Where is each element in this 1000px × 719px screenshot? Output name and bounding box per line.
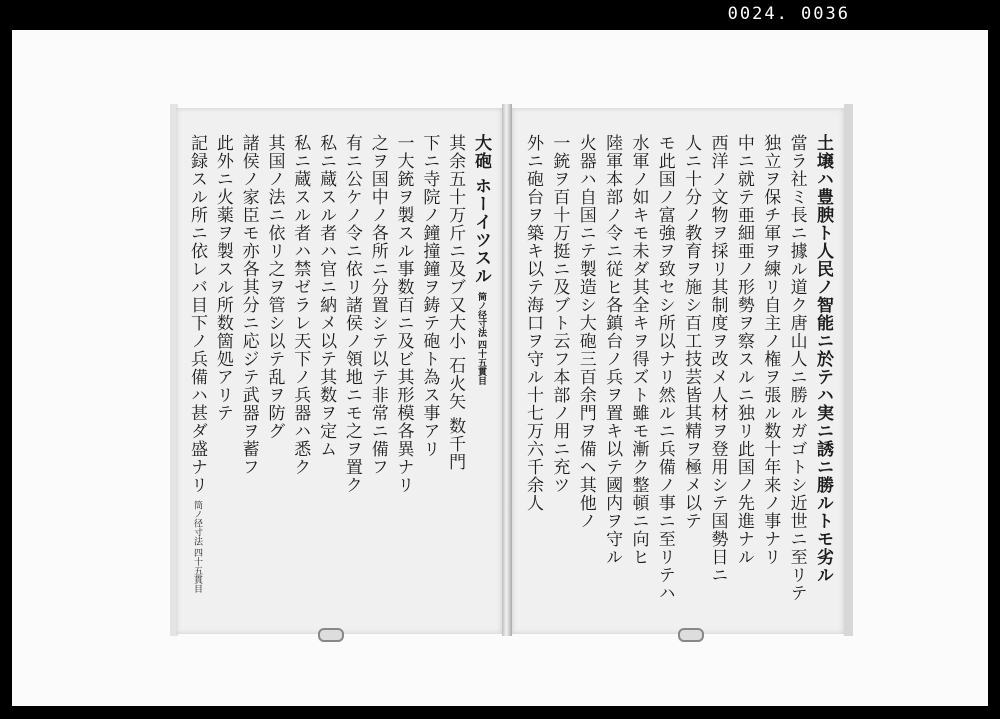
right-page <box>512 108 844 634</box>
manuscript-column: 火器ハ自国ニテ製造シ大砲三百余門ヲ備ヘ其他ノ <box>575 134 596 530</box>
manuscript-column: 人ニ十分ノ教育ヲ施シ百工技芸皆其精ヲ極メ以テ <box>681 134 702 530</box>
manuscript-column: 私ニ蔵スル者ハ禁ゼラレ天下ノ兵器ハ悉ク <box>290 134 311 476</box>
annotation: 筒ノ径寸法 四十五貫目 <box>192 500 202 594</box>
frame-number: 0024. 0036 <box>727 4 850 24</box>
manuscript-column: 独立ヲ保チ軍ヲ練リ自主ノ権ヲ張ル数十年来ノ事ナリ <box>760 134 781 566</box>
manuscript-column: 其国ノ法ニ依リ之ヲ管シ以テ乱ヲ防グ <box>264 134 285 440</box>
manuscript-column: 下ニ寺院ノ鐘撞鐘ヲ鋳テ砲ト為ス事アリ <box>419 134 440 458</box>
manuscript-column: 記録スル所ニ依レバ目下ノ兵備ハ甚ダ盛ナリ 筒ノ径寸法 四十五貫目 <box>187 134 207 594</box>
left-page-columns <box>186 134 492 620</box>
manuscript-column: 外ニ砲台ヲ築キ以テ海口ヲ守ル十七万六千余人 <box>523 134 543 512</box>
manuscript-column: 一大銃ヲ製スル事数百ニ及ビ其形模各異ナリ <box>393 134 414 494</box>
manuscript-column: 有ニ公ケノ令ニ依リ諸侯ノ領地ニモ之ヲ置ク <box>341 134 362 494</box>
binding-clip <box>678 628 704 642</box>
left-page <box>176 108 502 634</box>
manuscript-column: 之ヲ国中ノ各所ニ分置シテ以テ非常ニ備フ <box>367 134 388 476</box>
manuscript-column: 水軍ノ如キモ未ダ其全キヲ得ズト雖モ漸ク整頓ニ向ヒ <box>628 134 649 566</box>
open-book <box>170 100 853 640</box>
binding-clip <box>318 628 344 642</box>
manuscript-column: 此外ニ火薬ヲ製スル所数箇処アリテ <box>212 134 233 422</box>
right-page-columns <box>522 134 834 620</box>
manuscript-column: 陸軍本部ノ令ニ従ヒ各鎮台ノ兵ヲ置キ以テ國内ヲ守ル <box>602 134 623 566</box>
annotation: 筒ノ径寸法 四十五貫目 <box>475 291 486 385</box>
manuscript-column: 土壌ハ豊腴ト人民ノ智能ニ於テハ実ニ誘ニ勝ルトモ劣ル <box>812 134 833 584</box>
manuscript-column: 當ラ社ミ長ニ據ル道ク唐山人ニ勝ルガゴトシ近世ニ至リテ <box>786 134 807 602</box>
manuscript-column: モ此国ノ富強ヲ致セシ所以ナリ然ルニ兵備ノ事ニ至リテハ <box>654 134 675 602</box>
manuscript-column: 一銃ヲ百十万挺ニ及ブト云フ本部ノ用ニ充ツ <box>549 134 570 494</box>
manuscript-column: 大砲 ホーイツスル 筒ノ径寸法 四十五貫目 <box>470 134 491 385</box>
manuscript-column: 西洋ノ文物ヲ採リ其制度ヲ改メ人材ヲ登用シテ国勢日ニ <box>707 134 728 584</box>
book-gutter <box>502 104 512 636</box>
right-page-edge <box>844 104 853 636</box>
manuscript-column: 中ニ就テ亜細亜ノ形勢ヲ察スルニ独リ此国ノ先進ナル <box>733 134 754 566</box>
manuscript-column: 其余五十万斤ニ及ブ又大小 石火矢 数千門 <box>445 134 466 471</box>
manuscript-column: 諸侯ノ家臣モ亦各其分ニ応ジテ武器ヲ蓄フ <box>238 134 259 476</box>
manuscript-column: 私ニ蔵スル者ハ官ニ納メ以テ其数ヲ定ム <box>316 134 337 458</box>
